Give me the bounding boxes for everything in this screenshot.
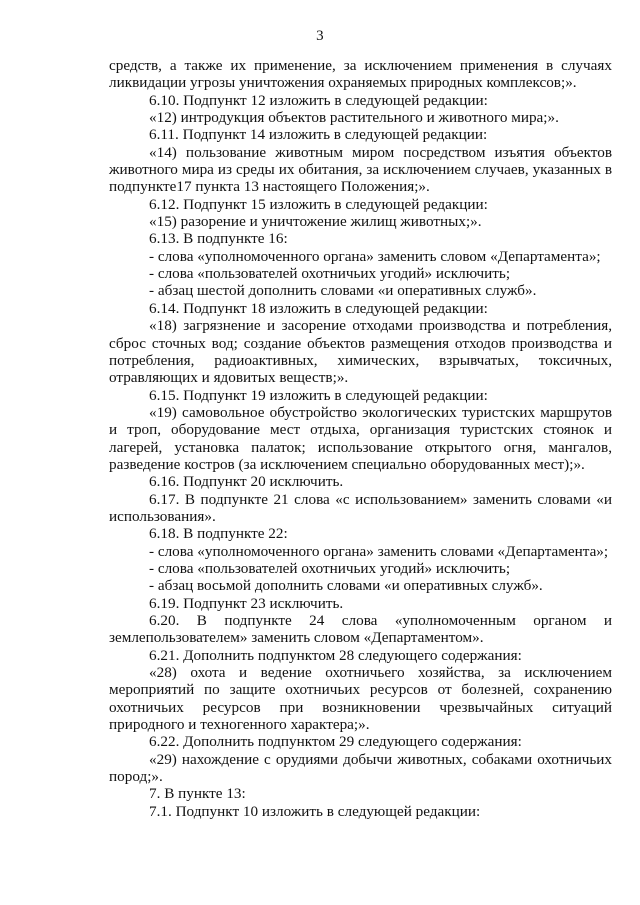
paragraph: 6.19. Подпункт 23 исключить.	[149, 594, 344, 612]
paragraph: 6.18. В подпункте 22:	[149, 525, 288, 543]
paragraph: 6.14. Подпункт 18 изложить в следующей редакции:	[149, 299, 488, 317]
paragraph: «15) разорение и уничтожение жилищ животных;».	[149, 213, 482, 231]
paragraph: 6.11. Подпункт 14 изложить в следующей редакции:	[149, 126, 488, 144]
paragraph: «14) пользование животным миром посредством изъятия объектов животного мира из среды их обитания, за исключением случаев, указанных в подпункте17 пункта 13 настоящего Положения;».	[109, 143, 612, 196]
paragraph: - слова «пользователей охотничьих угодий» исключить;	[149, 265, 511, 283]
paragraph: 7. В пункте 13:	[149, 785, 246, 803]
paragraph: 6.12. Подпункт 15 изложить в следующей редакции:	[149, 195, 488, 213]
paragraph: - слова «уполномоченного органа» заменить словом «Департамента»;	[149, 247, 601, 265]
paragraph: 6.15. Подпункт 19 изложить в следующей редакции:	[149, 386, 488, 404]
paragraph: 6.20. В подпункте 24 слова «уполномоченным органом и землепользователем» заменить словом «Департаментом».	[109, 612, 612, 647]
paragraph: «28) охота и ведение охотничьего хозяйства, за исключением мероприятий по защите охотничьих ресурсов от болезней, сохранению охотничьих ресурсов при возникновении чрезвычайных ситуаций природного и техногенного характера;».	[109, 664, 612, 734]
paragraph: 6.16. Подпункт 20 исключить.	[149, 473, 344, 491]
paragraph: - абзац восьмой дополнить словами «и оперативных служб».	[149, 577, 543, 595]
paragraph: 6.17. В подпункте 21 слова «с использованием» заменить словами «и использования».	[109, 490, 612, 525]
paragraph: 6.22. Дополнить подпунктом 29 следующего содержания:	[149, 733, 522, 751]
paragraph: «12) интродукция объектов растительного и животного мира;».	[149, 109, 559, 127]
paragraph: - слова «уполномоченного органа» заменить словами «Департамента»;	[149, 542, 609, 560]
paragraph: - абзац шестой дополнить словами «и оперативных служб».	[149, 282, 537, 300]
paragraph: 6.21. Дополнить подпунктом 28 следующего содержания:	[149, 646, 522, 664]
paragraph: «29) нахождение с орудиями добычи животных, собаками охотничьих пород;».	[109, 750, 612, 786]
paragraph: 6.10. Подпункт 12 изложить в следующей редакции:	[149, 91, 488, 109]
paragraph: - слова «пользователей охотничьих угодий» исключить;	[149, 559, 511, 577]
paragraph: «19) самовольное обустройство экологических туристских маршрутов и троп, оборудование мест отдыха, организация туристских стоянок и лагерей, установка палаток; использование открытого огня, мангалов, разведение костров (за исключением специально оборудованных мест);».	[109, 403, 612, 473]
paragraph: 7.1. Подпункт 10 изложить в следующей редакции:	[149, 802, 481, 820]
page-number: 3	[316, 28, 324, 44]
document-body	[109, 57, 612, 820]
paragraph: 6.13. В подпункте 16:	[149, 230, 288, 248]
paragraph: средств, а также их применение, за исключением применения в случаях ликвидации угрозы уничтожения охраняемых природных комплексов;».	[109, 57, 612, 92]
paragraph: «18) загрязнение и засорение отходами производства и потребления, сброс сточных вод; создание объектов размещения отходов производства и потребления, радиоактивных, химических, взрывчатых, токсичных, отравляющих и ядовитых веществ;».	[109, 317, 612, 387]
